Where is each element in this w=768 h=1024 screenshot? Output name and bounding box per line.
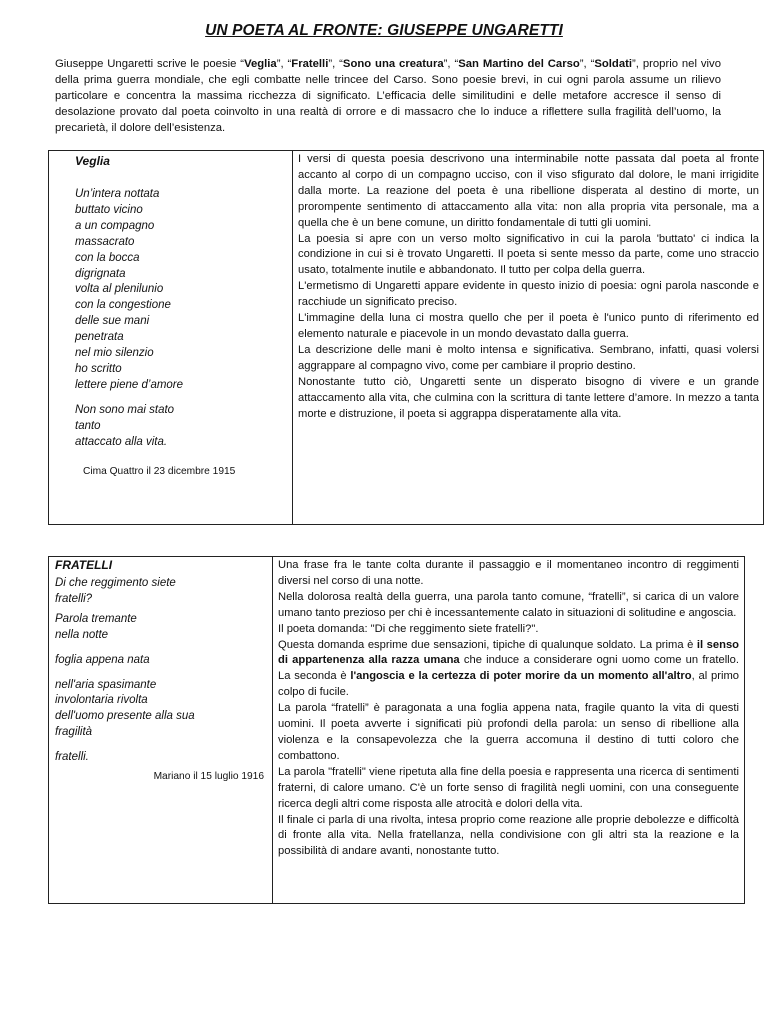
commentary-paragraph: Il finale ci parla di una rivolta, intesa proprio come reazione alle proprie debolezze e difficoltà di fronte alla vita. Nella fratellanza, nella condivisione con gli altri sta la reazione e la possibilità di andare avanti, nonostante tutto.	[278, 813, 739, 858]
poem-line: buttato vicino	[75, 203, 143, 216]
fratelli-commentary-cell	[273, 557, 745, 904]
poem-line: dell'uomo presente alla sua	[55, 710, 195, 723]
commentary-text: che induce a considerare ogni uomo come un fratello. La seconda è	[278, 654, 740, 683]
intro-bold: Sono una creatura	[342, 58, 444, 70]
fratelli-stanza-5	[55, 750, 272, 766]
poem-line: nell'aria spasimante	[55, 678, 157, 691]
veglia-stanza-1	[75, 187, 292, 394]
poem-line: delle sue mani	[75, 315, 150, 328]
commentary-paragraph	[278, 638, 739, 702]
poem-line: massacrato	[75, 235, 135, 248]
page-title: UN POETA AL FRONTE: GIUSEPPE UNGARETTI	[205, 22, 563, 39]
fratelli-poem-cell	[49, 557, 273, 904]
poem-line: nella notte	[55, 628, 109, 641]
fratelli-stanza-2	[55, 612, 272, 644]
veglia-commentary-cell	[293, 151, 764, 525]
commentary-paragraph: La poesia si apre con un verso molto significativo in cui la parola 'buttato' ci indica la condizione in cui si è trovato Ungaretti. Il poeta si sente messo da parte, come uno straccio usato, totalmente inutile e abbandonato. Il tutto per colpa della guerra.	[298, 232, 759, 277]
commentary-paragraph: Nella dolorosa realtà della guerra, una parola tanto comune, “fratelli”, si carica di un valore umano tanto prezioso per chi è incessantemente calato in situazioni di solitudine e angoscia.	[278, 590, 739, 619]
fratelli-commentary	[278, 558, 739, 860]
intro-bold: Fratelli	[291, 58, 329, 70]
commentary-paragraph: La descrizione delle mani è molto intensa e significativa. Sembrano, infatti, quasi volersi aggrappare al compagno vivo, come per cambiare il proprio destino.	[298, 343, 759, 372]
poem-line: ho scritto	[75, 362, 122, 375]
commentary-bold: l'angoscia e la certezza di poter morire da un momento all'altro	[350, 670, 692, 683]
intro-bold: San Martino del Carso	[458, 58, 580, 70]
intro-bold: Veglia	[244, 58, 277, 70]
poem-line: penetrata	[75, 331, 124, 344]
fratelli-stanza-1	[55, 576, 272, 608]
poem-line: attaccato alla vita.	[75, 435, 168, 448]
veglia-stanza-2	[75, 403, 292, 451]
poem-line: Parola tremante	[55, 612, 137, 625]
commentary-paragraph: L'immagine della luna ci mostra quello che per il poeta è l'unico punto di riferimento ed elemento naturale e piacevole in un mondo devastato dalla guerra.	[298, 312, 759, 340]
poem-line: Di che reggimento siete	[55, 577, 176, 589]
commentary-text: Questa domanda esprime due sensazioni, tipiche di qualunque soldato. La prima è	[278, 638, 694, 651]
fratelli-table	[48, 556, 745, 904]
poem-line: a un compagno	[75, 219, 155, 232]
poem-line: fratelli.	[55, 751, 89, 764]
veglia-poem-cell	[49, 151, 293, 525]
poem-line: con la congestione	[75, 299, 171, 312]
commentary-paragraph: L'ermetismo di Ungaretti appare evidente in questo inizio di poesia: ogni parola nasconde e racchiude un significato preciso.	[298, 280, 759, 309]
commentary-paragraph: Il poeta domanda: "Di che reggimento siete fratelli?".	[278, 622, 539, 635]
commentary-paragraph: I versi di questa poesia descrivono una interminabile notte passata dal poeta al fronte accanto al corpo di un compagno ucciso, con il viso sfigurato dal dolore, le mani irrigidite dalla morte. La reazione del poeta è una ribellione disperata al destino di morte, un prorompente sentimento di attaccamento alla vita: non alla propria vita personale, ma a quella che è un bene comune, un diritto fondamentale di tutti gli uomini.	[298, 153, 759, 229]
fratelli-stanza-4	[55, 678, 272, 742]
commentary-paragraph: Una frase fra le tante colta durante il passaggio e il momentaneo incontro di reggimenti diversi nel corso di una notte.	[278, 559, 739, 587]
fratelli-stanza-3	[55, 653, 272, 669]
poem-line: involontaria rivolta	[55, 694, 148, 707]
commentary-paragraph: La parola “fratelli” è paragonata a una foglia appena nata, fragile quanto la vita di questi uomini. Il poeta avverte i significati più profondi della parola: un senso di ribellione alla violenza e la consapevolezza che la guerra accomuna il destino di tutti coloro che combattono.	[278, 702, 739, 762]
fratelli-poem-title: FRATELLI	[55, 558, 113, 572]
poem-line: fratelli?	[55, 592, 93, 605]
poem-line: nel mio silenzio	[75, 347, 154, 360]
poem-line: con la bocca	[75, 251, 140, 264]
intro-text: ”, “	[328, 58, 343, 70]
poem-line: Un’intera nottata	[75, 188, 160, 200]
poem-line: lettere piene d’amore	[75, 378, 184, 391]
commentary-paragraph: Nonostante tutto ciò, Ungaretti sente un disperato bisogno di vivere e un grande attaccamento alla vita, che culmina con la scrittura di tante lettere d’amore. In mezzo a tanta morte e distruzione, il poeta si aggrappa disperatamente alla vita.	[298, 375, 759, 420]
poem-line: tanto	[75, 419, 101, 432]
poem-line: fragilità	[55, 726, 93, 739]
poem-line: digrignata	[75, 267, 126, 280]
veglia-commentary	[298, 152, 759, 422]
poem-line: volta al plenilunio	[75, 283, 164, 296]
intro-bold: Soldati	[594, 58, 633, 70]
intro-paragraph	[55, 56, 721, 136]
poem-line: foglia appena nata	[55, 653, 150, 666]
poem-line: Non sono mai stato	[75, 403, 175, 416]
commentary-paragraph: La parola "fratelli" viene ripetuta alla fine della poesia e rappresenta una ricerca di sentimenti fraterni, di calore umano. C'è un forte senso di fragilità negli uomini, con una conseguente ricerca degli altri come risposta alle atrocità e dolori della vita.	[278, 765, 739, 810]
intro-text: Giuseppe Ungaretti scrive le poesie “	[55, 58, 245, 70]
fratelli-signature: Mariano il 15 luglio 1916	[153, 771, 264, 783]
veglia-table	[48, 150, 764, 525]
commentary-bold: il senso di appartenenza alla razza umana	[278, 638, 740, 667]
intro-text: ”, “	[276, 58, 292, 70]
veglia-poem-title: Veglia	[75, 154, 110, 168]
veglia-signature: Cima Quattro il 23 dicembre 1915	[83, 465, 236, 477]
intro-text: ”, proprio nel vivo della prima guerra mondiale, che egli combatte nelle trincee del Carso. Sono poesie brevi, in cui ogni parola assume un rilievo particolare e concentra la massima ricchezza di significato. L’efficacia delle similitudini e delle metafore accresce il senso di desolazione provato dal poeta coinvolto in una realtà di orrore e di massacro che lo induce a riflettere sulla fragilità dell’uomo, la precarietà, il dolore dell’esistenza.	[55, 58, 721, 135]
commentary-text: , al primo colpo di fucile.	[278, 670, 739, 699]
intro-text: ”, “	[579, 58, 595, 70]
intro-text: ”, “	[443, 58, 459, 70]
